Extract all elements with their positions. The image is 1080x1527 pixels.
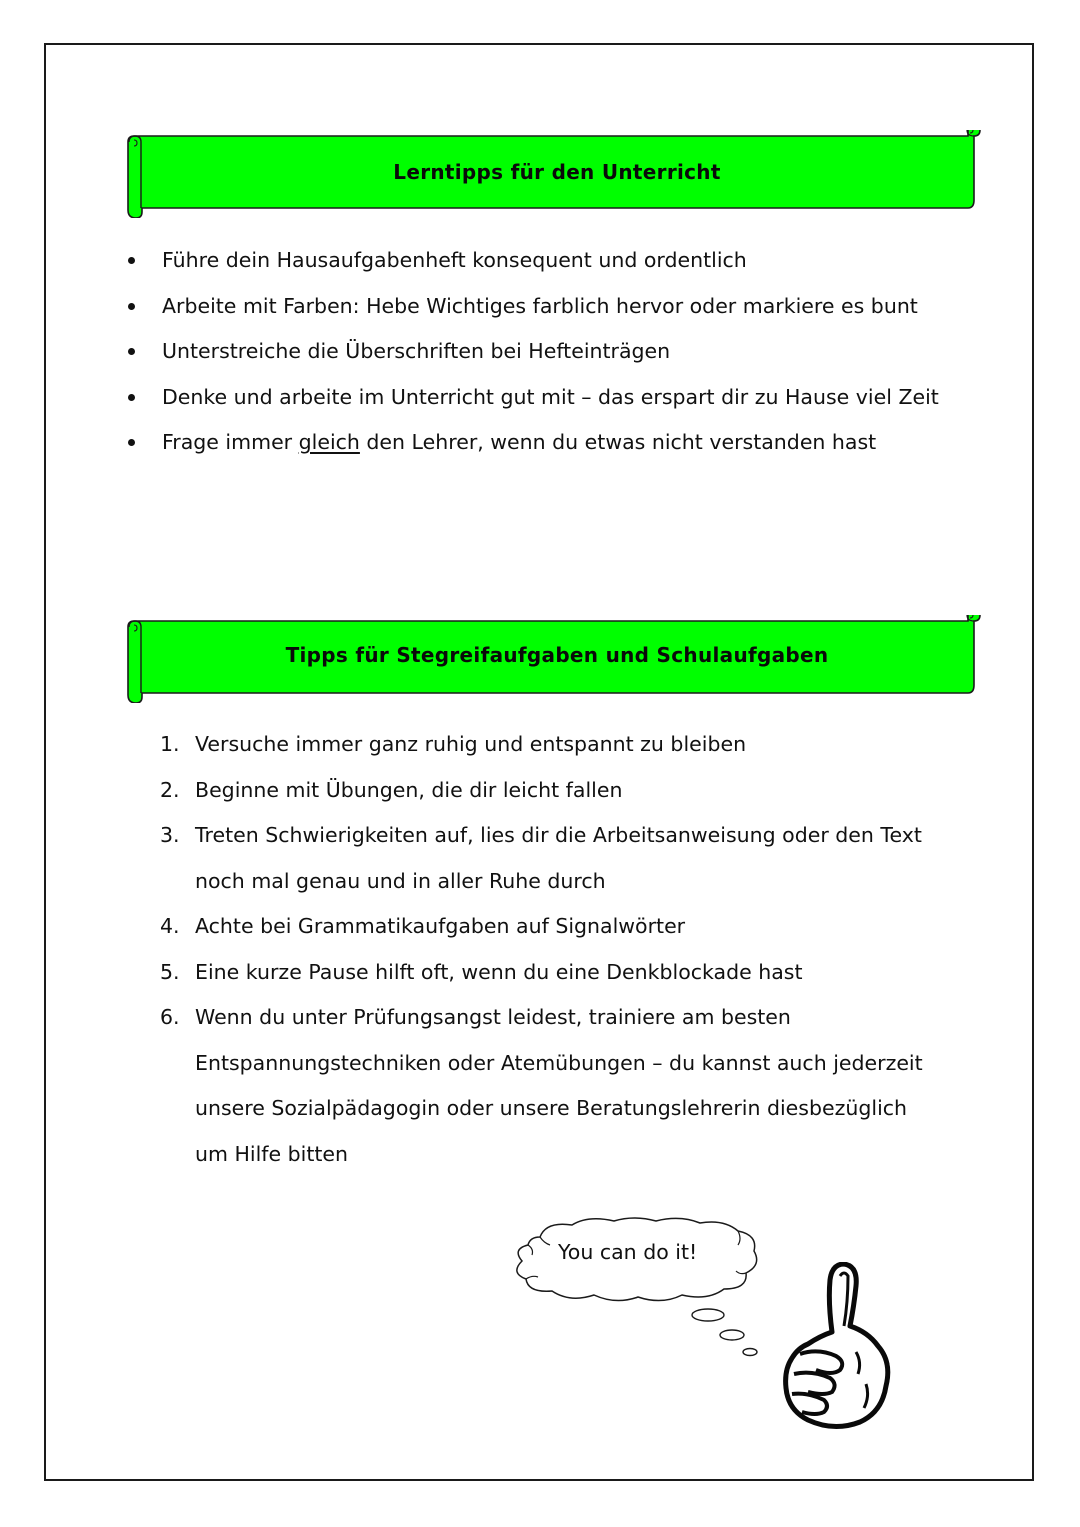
bullet-icon (128, 439, 135, 446)
list-item (160, 950, 980, 996)
list-item-text: Wenn du unter Prüfungsangst leidest, trainiere am besten Entspannungstechniken oder Atemübungen – du kannst auch jederzeit unsere Sozialpädagogin oder unsere Beratungslehrerin diesbezüglich um Hilfe bitten (195, 1005, 923, 1166)
thought-trail-icon (690, 1305, 770, 1360)
list-item-text: Unterstreiche die Überschriften bei Hefteinträgen (162, 339, 671, 363)
list-item-text: Treten Schwierigkeiten auf, lies dir die Arbeitsanweisung oder den Text noch mal genau und in aller Ruhe durch (195, 823, 922, 893)
tips-bullet-list (126, 241, 986, 469)
list-item (160, 722, 980, 768)
bullet-icon (128, 348, 135, 355)
list-item-text: Führe dein Hausaufgabenheft konsequent und ordentlich (162, 248, 747, 272)
list-item-number: 1. (160, 732, 180, 756)
list-item (160, 813, 935, 904)
list-item-text: Achte bei Grammatikaufgaben auf Signalwörter (195, 914, 686, 938)
list-item-text: Eine kurze Pause hilft oft, wenn du eine Denkblockade hast (195, 959, 803, 984)
section1-banner (126, 130, 982, 218)
list-item (160, 995, 930, 1177)
thumbs-up-icon (778, 1262, 898, 1432)
list-item-text: Versuche immer ganz ruhig und entspannt zu bleiben (195, 732, 747, 756)
list-item (126, 423, 986, 469)
list-item-number: 6. (160, 1005, 180, 1029)
exam-tips-numbered-list (160, 722, 980, 1177)
list-item (126, 241, 986, 287)
list-item (126, 332, 986, 378)
section1-title: Lerntipps für den Unterricht (393, 160, 721, 184)
section2-banner (126, 615, 982, 703)
list-item-text: Denke und arbeite im Unterricht gut mit – das erspart dir zu Hause viel Zeit (162, 384, 939, 409)
list-item-text-pre: Frage immer (162, 430, 299, 454)
bullet-icon (128, 257, 135, 264)
thought-bubble (510, 1215, 762, 1310)
list-item-text: Beginne mit Übungen, die dir leicht fallen (195, 777, 623, 802)
list-item-number: 3. (160, 823, 180, 847)
bullet-icon (128, 394, 135, 401)
list-item (126, 287, 986, 333)
list-item (126, 378, 986, 424)
list-item-number: 4. (160, 914, 180, 938)
section2-title: Tipps für Stegreifaufgaben und Schulaufgaben (285, 643, 829, 667)
list-item (160, 768, 980, 814)
bubble-text: You can do it! (558, 1240, 698, 1264)
list-item-text-post: den Lehrer, wenn du etwas nicht verstanden hast (359, 430, 877, 454)
list-item (160, 904, 980, 950)
bullet-icon (128, 303, 135, 310)
list-item-text: Arbeite mit Farben: Hebe Wichtiges farblich hervor oder markiere es bunt (162, 293, 918, 318)
list-item-number: 5. (160, 959, 180, 984)
underlined-word: gleich (298, 430, 360, 454)
list-item-number: 2. (160, 777, 180, 802)
